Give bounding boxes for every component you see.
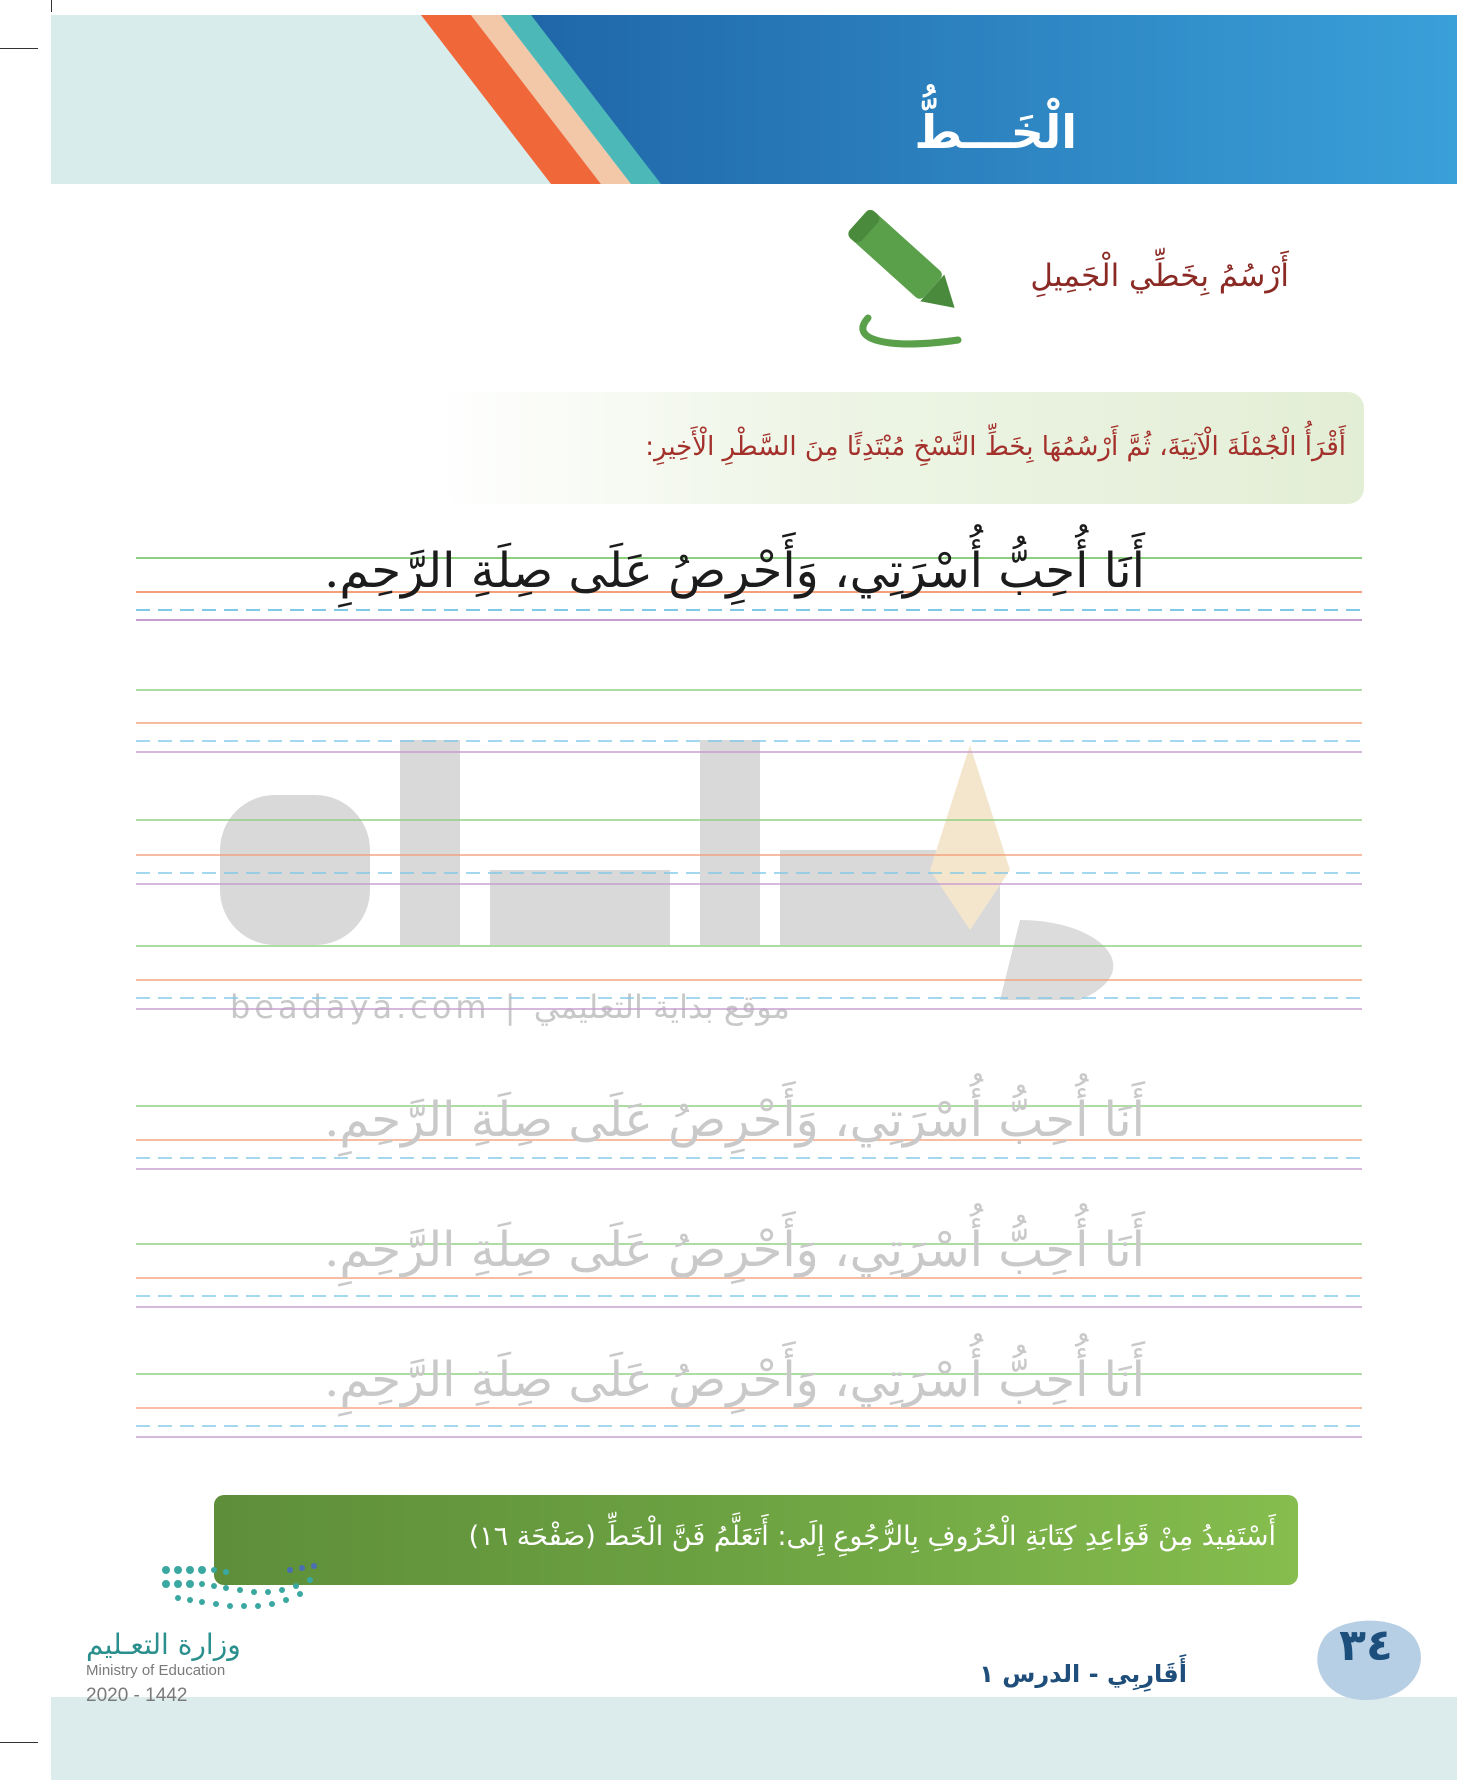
- edition-year: 2020 - 1442: [86, 1685, 188, 1706]
- section-subtitle: أَرْسُمُ بِخَطِّي الْجَمِيلِ: [1030, 258, 1289, 294]
- practice-sentence: أَنَا أُحِبُّ أُسْرَتِي، وَأَحْرِصُ عَلَى صِلَةِ الرَّحِمِ.: [324, 1092, 1145, 1148]
- line-group: [136, 820, 1362, 884]
- practice-sentence: أَنَا أُحِبُّ أُسْرَتِي، وَأَحْرِصُ عَلَى صِلَةِ الرَّحِمِ.: [324, 1222, 1145, 1278]
- ministry-logo-dots-icon: [160, 1560, 320, 1620]
- ministry-name-ar: وزارة التعـليم: [86, 1628, 241, 1661]
- lesson-label: أَقَارِبِي - الدرس ١: [979, 1660, 1187, 1688]
- page-title: الْخَـــطُّ: [914, 105, 1077, 159]
- page-number: ٣٤: [1339, 1620, 1393, 1671]
- tip-text: أَسْتَفِيدُ مِنْ قَوَاعِدِ كِتَابَةِ الْحُرُوفِ بِالرُّجُوعِ إِلَى: أَتَعَلَّمُ فَنَّ الْخَطِّ (صَفْحَة ١٦): [468, 1521, 1276, 1552]
- model-sentence: أَنَا أُحِبُّ أُسْرَتِي، وَأَحْرِصُ عَلَى صِلَةِ الرَّحِمِ.: [324, 543, 1145, 599]
- practice-sentence: أَنَا أُحِبُّ أُسْرَتِي، وَأَحْرِصُ عَلَى صِلَةِ الرَّحِمِ.: [324, 1352, 1145, 1408]
- watermark-text: beadaya.com | موقع بداية التعليمي: [230, 988, 790, 1026]
- footer-band: [51, 1697, 1457, 1780]
- instruction-text: أَقْرَأُ الْجُمْلَةَ الْآتِيَةَ، ثُمَّ أَرْسُمُهَا بِخَطِّ النَّسْخِ مُبْتَدِئًا مِنَ السَّطْرِ الْأَخِيرِ:: [645, 432, 1346, 462]
- ministry-name-en: Ministry of Education: [86, 1662, 226, 1679]
- line-group: [136, 946, 1362, 1009]
- tip-banner: [214, 1495, 1298, 1585]
- line-group: [136, 690, 1362, 752]
